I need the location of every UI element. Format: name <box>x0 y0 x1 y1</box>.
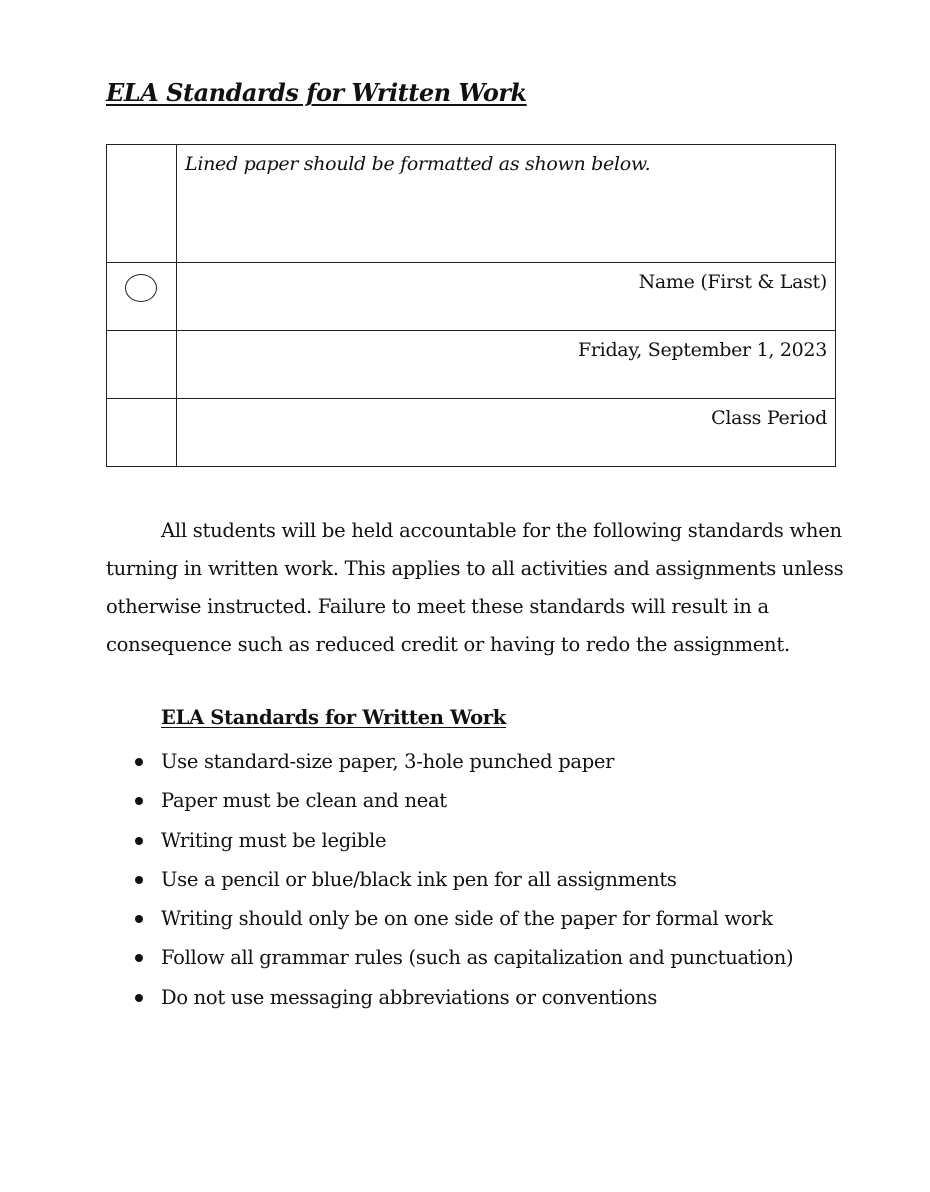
table-cell-empty <box>107 399 177 467</box>
page-title: ELA Standards for Written Work <box>106 78 527 107</box>
name-label: Name (First & Last) <box>638 271 827 293</box>
class-period-label: Class Period <box>711 407 827 429</box>
bullet-icon <box>135 915 143 923</box>
accountability-paragraph: All students will be held accountable for the following standards when turning in written work. This applies to all activities and assignments unless otherwise instructed. Failure to meet these standards will result in a consequence such as reduced credit or having to redo the assignment. <box>106 519 844 656</box>
table-cell-hole-punch <box>107 263 177 331</box>
list-item <box>106 742 793 781</box>
table-row <box>107 263 836 331</box>
paper-format-table <box>106 144 836 467</box>
list-item <box>106 938 793 977</box>
list-item-text: Writing should only be on one side of the paper for formal work <box>161 907 773 931</box>
list-item <box>106 899 793 938</box>
table-cell-empty <box>107 331 177 399</box>
list-item-text: Do not use messaging abbreviations or conventions <box>161 985 658 1009</box>
table-row <box>107 331 836 399</box>
bullet-icon <box>135 758 143 766</box>
list-item-text: Follow all grammar rules (such as capitalization and punctuation) <box>161 946 794 970</box>
list-item-text: Writing must be legible <box>161 828 387 852</box>
instruction-text: Lined paper should be formatted as shown below. <box>185 153 651 175</box>
bullet-icon <box>135 837 143 845</box>
standards-heading: ELA Standards for Written Work <box>161 706 506 729</box>
hole-punch-circle-icon <box>125 274 157 302</box>
list-item <box>106 781 793 820</box>
table-cell-date <box>177 331 836 399</box>
list-item-text: Use standard-size paper, 3-hole punched paper <box>161 750 615 773</box>
table-cell-class-period <box>177 399 836 467</box>
standards-list <box>106 742 793 1017</box>
bullet-icon <box>135 797 143 805</box>
table-cell-instruction <box>177 145 836 263</box>
bullet-icon <box>135 994 143 1002</box>
table-row <box>107 399 836 467</box>
table-cell-empty <box>107 145 177 263</box>
date-label: Friday, September 1, 2023 <box>578 339 827 361</box>
list-item-text: Paper must be clean and neat <box>161 789 447 813</box>
table-row <box>107 145 836 263</box>
bullet-icon <box>135 876 143 884</box>
bullet-icon <box>135 954 143 962</box>
list-item <box>106 978 793 1017</box>
list-item <box>106 821 793 860</box>
list-item-text: Use a pencil or blue/black ink pen for all assignments <box>161 867 677 891</box>
list-item <box>106 860 793 899</box>
table-cell-name <box>177 263 836 331</box>
